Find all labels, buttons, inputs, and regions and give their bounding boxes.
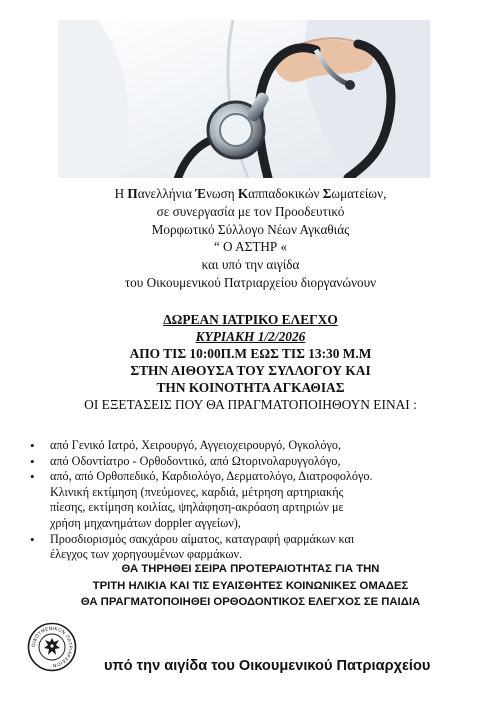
- exams-heading: ΟΙ ΕΞΕΤΑΣΕΙΣ ΠΟΥ ΘΑ ΠΡΑΓΜΑΤΟΠΟΙΗΘΟΥΝ ΕΙΝΑΙ :: [84, 397, 417, 412]
- list-item: • από Οδοντίατρο - Ορθοδοντικό, από Ωτορινολαρυγγολόγο,: [28, 454, 488, 470]
- patriarchate-line: του Οικουμενικού Πατριαρχείου διοργανώνουν: [124, 274, 377, 290]
- list-item-continuation: πίεσης, εκτίμηση κοιλίας, ψηλάφηση-ακρόαση αρτηριών με: [50, 500, 344, 515]
- event-title: ΔΩΡΕΑΝ ΙΑΤΡΙΚΟ ΕΛΕΓΧΟ: [163, 312, 338, 327]
- club-name-line: “ Ο ΑΣΤΗΡ «: [213, 239, 288, 255]
- doctor-stethoscope-photo: [58, 20, 430, 178]
- organizer-line: Η Πανελλήνια Ένωση Καππαδοκικών Σωματείων,: [114, 186, 387, 201]
- list-item-continuation: έλεγχος των χορηγουμένων φαρμάκων.: [50, 547, 243, 562]
- list-item: • από Γενικό Ιατρό, Χειρουργό, Αγγειοχειρουργό, Ογκολόγο,: [28, 438, 488, 454]
- event-date: ΚΥΡΙΑΚΗ 1/2/2026: [195, 329, 306, 344]
- svg-text:ΟΙΚΟΥΜΕΝΙΚΟΝ ΠΑΤΡΙΑΡΧΕΙΟΝ: ΟΙΚΟΥΜΕΝΙΚΟΝ ΠΑΤΡΙΑΡΧΕΙΟΝ: [31, 626, 73, 668]
- event-time: ΑΠΟ ΤΙΣ 10:00Π.Μ ΕΩΣ ΤΙΣ 13:30 Μ.Μ: [129, 346, 372, 361]
- club-line: Μορφωτικό Σύλλογο Νέων Αγκαθιάς: [151, 221, 350, 237]
- intro-text: [0, 185, 501, 292]
- cooperation-line: σε συνεργασία με τον Προοδευτικό: [156, 203, 345, 219]
- event-place-2: ΤΗΝ ΚΟΙΝΟΤΗΤΑ ΑΓΚΑΘΙΑΣ: [156, 380, 345, 395]
- auspices-line: και υπό την αιγίδα: [201, 257, 300, 273]
- stethoscope-icon: [58, 20, 430, 178]
- list-item-continuation: Κλινική εκτίμηση (πνεύμονες, καρδιά, μέτρηση αρτηριακής: [50, 484, 344, 499]
- list-item-continuation: χρήση μηχανημάτων doppler αγγείων),: [50, 515, 241, 530]
- footer-auspices: υπό την αιγίδα του Οικουμενικού Πατριαρχείου: [104, 658, 431, 674]
- priority-line-2: ΤΡΙΤΗ ΗΛΙΚΙΑ ΚΑΙ ΤΙΣ ΕΥΑΙΣΘΗΤΕΣ ΚΟΙΝΩΝΙΚΕΣ ΟΜΑΔΕΣ: [92, 579, 409, 592]
- priority-line-1: ΘΑ ΤΗΡΗΘΕΙ ΣΕΙΡΑ ΠΡΟΤΕΡΑΙΟΤΗΤΑΣ ΓΙΑ ΤΗΝ: [121, 563, 380, 575]
- priority-line-3: ΘΑ ΠΡΑΓΜΑΤΟΠΟΙΗΘΕΙ ΟΡΘΟΔΟΝΤΙΚΟΣ ΕΛΕΓΧΟΣ ΣΕ ΠΑΙΔΙΑ: [80, 596, 421, 608]
- priority-notice: [0, 561, 501, 611]
- exam-list: [28, 438, 488, 563]
- list-item: • Προσδιορισμός σακχάρου αίματος, καταγραφή φαρμάκων και: [28, 532, 488, 548]
- list-item: • από, από Ορθοπεδικό, Καρδιολόγο, Δερματολόγο, Διατροφολόγο.: [28, 469, 488, 485]
- event-details: [0, 311, 501, 414]
- event-place-1: ΣΤΗΝ ΑΙΘΟΥΣΑ ΤΟΥ ΣΥΛΛΟΓΟΥ ΚΑΙ: [130, 363, 371, 378]
- patriarchate-seal-icon: [27, 622, 77, 672]
